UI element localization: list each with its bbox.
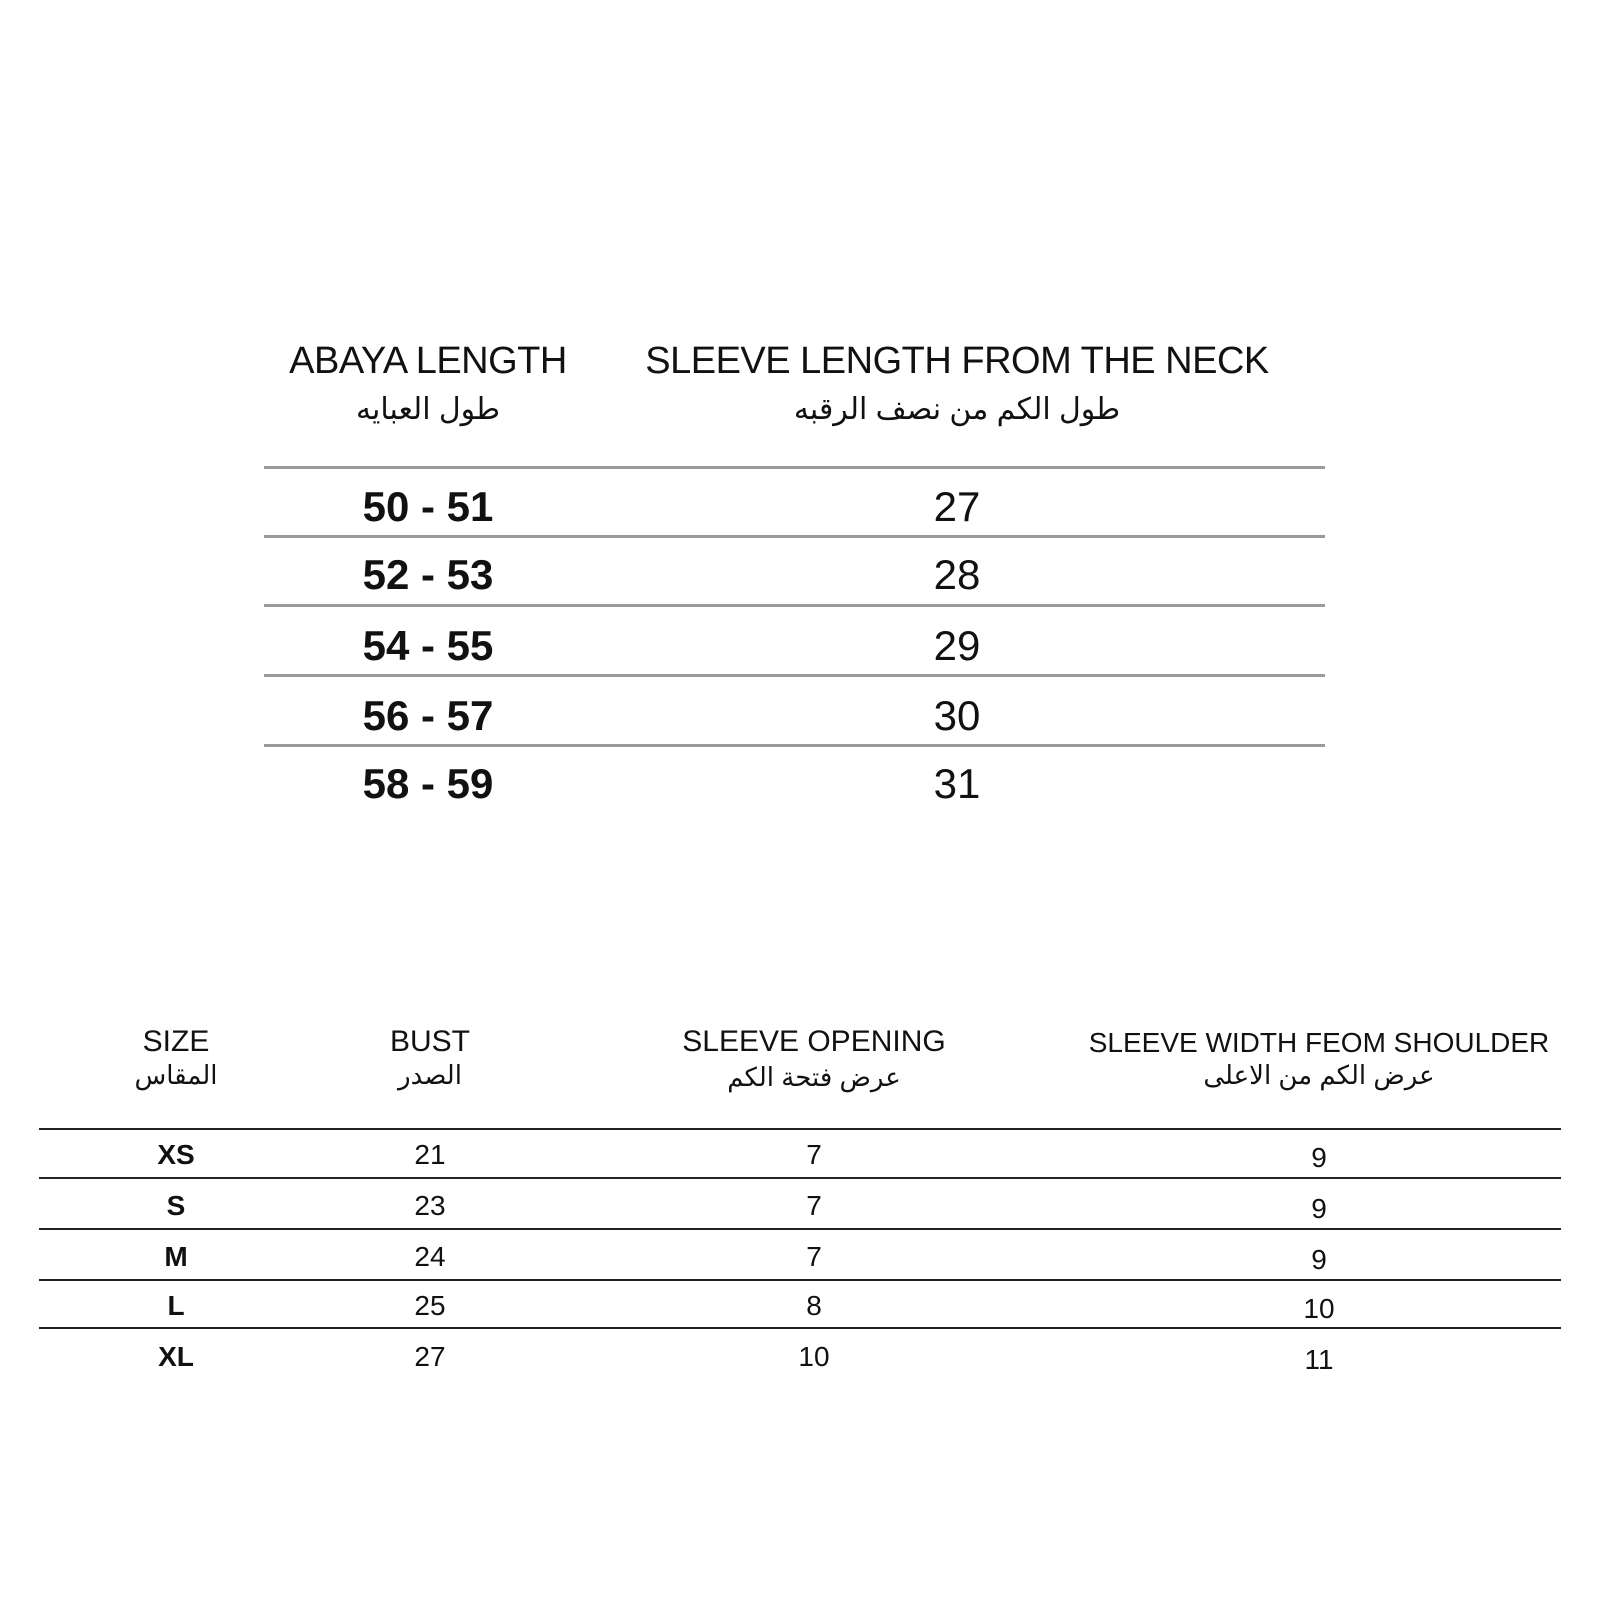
header-abaya-length: ABAYA LENGTH (289, 340, 567, 382)
page-footer-area (0, 1420, 1600, 1600)
header-sleeve-width-from-shoulder: SLEEVE WIDTH FEOM SHOULDER (1088, 1027, 1550, 1058)
table-row-size: S (166, 1190, 186, 1221)
table-divider (264, 744, 1325, 747)
table-row-bust: 27 (414, 1341, 446, 1372)
table-divider (264, 466, 1325, 469)
header-size: SIZE (142, 1025, 210, 1058)
table-divider (264, 604, 1325, 607)
header-size-arabic: المقاس (134, 1060, 218, 1090)
table-row-abaya-length: 58 - 59 (362, 760, 494, 807)
header-sleeve-length-from-neck: SLEEVE LENGTH FROM THE NECK (645, 340, 1269, 382)
table-row-size: XL (158, 1341, 194, 1372)
table-row-sleeve-opening: 8 (806, 1290, 822, 1321)
table-row-size: L (167, 1290, 185, 1321)
table-row-sleeve-opening: 10 (798, 1341, 830, 1372)
table-row-bust: 21 (414, 1139, 446, 1170)
table-row-sleeve-length: 30 (933, 692, 981, 739)
table-row-sleeve-length: 31 (933, 760, 981, 807)
table-row-sleeve-length: 28 (933, 551, 981, 598)
table-row-sleeve-length: 27 (933, 483, 981, 530)
table-row-abaya-length: 52 - 53 (362, 551, 494, 598)
table-row-abaya-length: 50 - 51 (362, 483, 494, 530)
table-divider (39, 1128, 1561, 1130)
table-row-sleeve-width: 10 (1303, 1293, 1335, 1324)
table-row-bust: 24 (414, 1241, 446, 1272)
header-bust-arabic: الصدر (398, 1060, 462, 1090)
table-divider (264, 535, 1325, 538)
table-row-bust: 23 (414, 1190, 446, 1221)
header-sleeve-opening-arabic: عرض فتحة الكم (727, 1062, 901, 1092)
table-row-sleeve-width: 11 (1304, 1344, 1334, 1375)
table-divider (264, 674, 1325, 677)
table-row-sleeve-opening: 7 (806, 1139, 822, 1170)
table-row-sleeve-opening: 7 (806, 1190, 822, 1221)
header-sleeve-length-from-neck-arabic: طول الكم من نصف الرقبه (793, 393, 1121, 426)
table-row-abaya-length: 54 - 55 (362, 622, 494, 669)
header-sleeve-opening: SLEEVE OPENING (682, 1025, 946, 1058)
table-divider (39, 1279, 1561, 1281)
table-row-sleeve-length: 29 (933, 622, 981, 669)
table-row-sleeve-width: 9 (1311, 1244, 1327, 1275)
table-row-bust: 25 (414, 1290, 446, 1321)
header-bust: BUST (389, 1025, 471, 1058)
table-row-size: XS (157, 1139, 195, 1170)
header-abaya-length-arabic: طول العبايه (355, 393, 501, 426)
table-divider (39, 1327, 1561, 1329)
table-row-sleeve-width: 9 (1311, 1142, 1327, 1173)
table-row-abaya-length: 56 - 57 (362, 692, 494, 739)
table-divider (39, 1228, 1561, 1230)
header-sleeve-width-from-shoulder-arabic: عرض الكم من الاعلى (1203, 1060, 1435, 1090)
table-row-sleeve-opening: 7 (806, 1241, 822, 1272)
table-divider (39, 1177, 1561, 1179)
table-row-size: M (164, 1241, 188, 1272)
table-row-sleeve-width: 9 (1311, 1193, 1327, 1224)
